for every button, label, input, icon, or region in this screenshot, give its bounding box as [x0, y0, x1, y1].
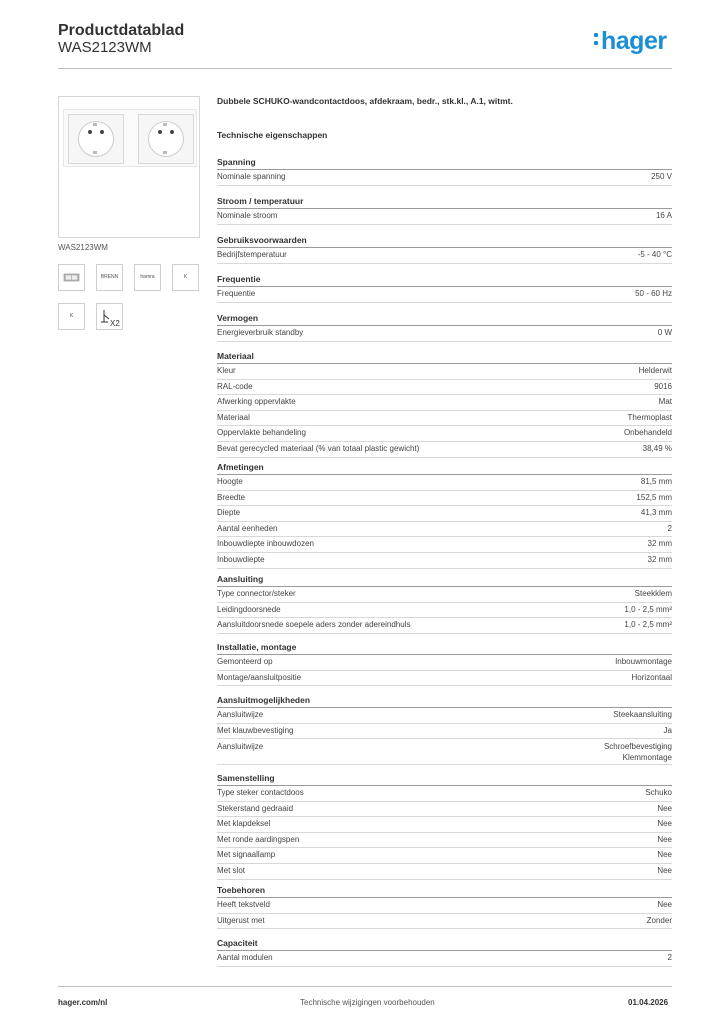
spec-value: Nee [657, 900, 672, 909]
spec-label: Frequentie [217, 289, 256, 298]
spec-label: Bevat gerecycled materiaal (% van totaal plastic gewicht) [217, 443, 420, 453]
spec-value-cell [651, 170, 672, 185]
spec-value-cell [658, 326, 672, 341]
spec-row [217, 522, 672, 538]
spec-row [217, 553, 672, 569]
spec-label: Type connector/steker [217, 589, 296, 598]
logo-dots-icon [594, 33, 599, 49]
image-caption: WAS2123WM [58, 243, 108, 252]
spec-value: 81,5 mm [640, 477, 672, 486]
spec-row [217, 802, 672, 818]
spec-section [217, 771, 672, 880]
spec-row [217, 475, 672, 491]
spec-value: 32 mm [647, 539, 672, 549]
spec-value: Inbouwmontage [615, 657, 672, 666]
spec-value: 1,0 - 2,5 mm² [624, 620, 672, 630]
spec-label: Breedte [217, 492, 246, 502]
spec-row [217, 951, 672, 967]
spec-row [217, 864, 672, 880]
spec-label: Met klauwbevestiging [217, 725, 294, 735]
spec-value: 9016 [654, 381, 672, 391]
spec-value-cell [613, 708, 672, 723]
section-title: Vermogen [217, 311, 672, 326]
spec-value: Nee [657, 819, 672, 829]
spec-row [217, 170, 672, 186]
spec-row [217, 898, 672, 914]
socket-left [68, 114, 124, 164]
spec-row [217, 326, 672, 342]
spec-value: Zonder [646, 915, 672, 925]
socket-frame [63, 109, 197, 167]
spec-value: 32 mm [647, 554, 672, 564]
spec-label: Leidingdoorsnede [217, 604, 281, 614]
spec-value-cell [668, 522, 672, 537]
page-title: Productdatablad [58, 22, 185, 39]
spec-label: Inbouwdiepte inbouwdozen [217, 539, 314, 549]
spec-value-cell [628, 411, 672, 426]
section-title: Afmetingen [217, 460, 672, 475]
spec-label: Hoogte [217, 477, 243, 486]
spec-label: Afwerking oppervlakte [217, 397, 296, 407]
spec-value: Horizontaal [631, 672, 672, 682]
spec-value-cell [647, 914, 672, 929]
section-title: Toebehoren [217, 883, 672, 898]
spec-row [217, 603, 672, 619]
spec-value: Thermoplast [627, 412, 672, 422]
spec-value: 0 W [657, 328, 672, 337]
footer-date: 01.04.2026 [628, 998, 669, 1007]
spec-value: 50 - 60 Hz [635, 289, 672, 298]
section-title: Spanning [217, 155, 672, 170]
footer-website-link[interactable]: hager.com/nl [58, 998, 108, 1007]
doc-icon-4: K [58, 303, 85, 330]
spec-row [217, 724, 672, 740]
spec-value-cell [624, 426, 672, 441]
spec-label: Aansluitwijze [217, 710, 264, 719]
spec-row [217, 537, 672, 553]
spec-row [217, 426, 672, 442]
spec-value: Ja [663, 725, 672, 735]
spec-row [217, 786, 672, 802]
spec-label: Gemonteerd op [217, 657, 273, 666]
spec-value: 38,49 % [642, 443, 672, 453]
spec-label: Type steker contactdoos [217, 788, 304, 797]
spec-row [217, 411, 672, 427]
spec-label: Nominale spanning [217, 172, 286, 181]
spec-label: RAL-code [217, 381, 253, 391]
spec-row [217, 287, 672, 303]
spec-row [217, 833, 672, 849]
spec-row [217, 708, 672, 724]
spec-value: 2 [667, 953, 672, 962]
spec-section [217, 640, 672, 686]
spec-value-cell [648, 537, 672, 552]
spec-label: Oppervlakte behandeling [217, 428, 306, 438]
spec-label: Nominale stroom [217, 211, 278, 220]
tree-x2-label: X2 [110, 319, 120, 328]
spec-value: Steekaansluiting [613, 710, 672, 719]
spec-value-cell [624, 618, 672, 633]
spec-label: Bedrijfstemperatuur [217, 250, 287, 259]
spec-label: Aansluitwijze [217, 742, 264, 752]
spec-value: Schuko [645, 788, 672, 797]
spec-value: 2 [667, 523, 672, 533]
section-title: Aansluiting [217, 572, 672, 587]
spec-row [217, 395, 672, 411]
spec-label: Aantal modulen [217, 953, 273, 962]
spec-section [217, 233, 672, 264]
doc-icon-1: BRENN [96, 264, 123, 291]
socket-right [138, 114, 194, 164]
spec-value-cell [657, 833, 672, 848]
section-title: Aansluitmogelijkheden [217, 693, 672, 708]
spec-value-cell [638, 248, 672, 263]
spec-row [217, 491, 672, 507]
section-title: Stroom / temperatuur [217, 194, 672, 209]
spec-value-cell [639, 364, 672, 379]
spec-value: 41,3 mm [640, 508, 672, 518]
spec-value: Nee [657, 834, 672, 844]
section-title: Gebruiksvoorwaarden [217, 233, 672, 248]
spec-value: 152,5 mm [636, 492, 672, 502]
spec-row [217, 248, 672, 264]
spec-row [217, 914, 672, 930]
spec-row [217, 618, 672, 634]
spec-value: Schroefbevestiging [603, 742, 672, 752]
spec-label: Heeft tekstveld [217, 900, 270, 909]
brand-logo[interactable] [594, 27, 667, 56]
doc-icon-3: K [172, 264, 199, 291]
section-title: Materiaal [217, 349, 672, 364]
spec-section [217, 572, 672, 634]
spec-value-cell [641, 475, 672, 490]
spec-section [217, 693, 672, 765]
spec-value-cell [604, 741, 672, 764]
tree-x2-icon [96, 303, 123, 330]
footer-disclaimer: Technische wijzigingen voorbehouden [300, 998, 435, 1007]
spec-value-cell [641, 506, 672, 521]
tech-heading: Technische eigenschappen [217, 130, 328, 140]
spec-label: Met klapdeksel [217, 819, 271, 829]
spec-section [217, 460, 672, 569]
spec-row [217, 739, 672, 765]
spec-value-cell [657, 802, 672, 817]
spec-label: Materiaal [217, 412, 250, 422]
footer-divider [58, 986, 672, 987]
spec-row [217, 380, 672, 396]
spec-section [217, 194, 672, 225]
header-divider [58, 68, 672, 69]
spec-row [217, 671, 672, 687]
spec-value: Steekklem [634, 589, 672, 598]
spec-row [217, 817, 672, 833]
spec-value-cell [643, 442, 672, 457]
spec-value-cell [657, 817, 672, 832]
spec-value-cell [635, 287, 672, 302]
spec-label: Uitgerust met [217, 915, 265, 925]
product-thumb-icon [58, 264, 85, 291]
section-title: Frequentie [217, 272, 672, 287]
spec-section [217, 311, 672, 342]
spec-value: -5 - 40 °C [637, 250, 672, 259]
spec-label: Diepte [217, 508, 241, 518]
product-description: Dubbele SCHUKO-wandcontactdoos, afdekraam, bedr., stk.kl., A.1, witmt. [217, 96, 513, 106]
product-image [58, 96, 200, 238]
spec-section [217, 883, 672, 929]
spec-row [217, 848, 672, 864]
spec-row [217, 506, 672, 522]
spec-value: 1,0 - 2,5 mm² [624, 604, 672, 614]
spec-row [217, 209, 672, 225]
spec-label: Montage/aansluitpositie [217, 672, 302, 682]
spec-value: 250 V [651, 172, 672, 181]
spec-value-cell [657, 864, 672, 879]
spec-value-cell [635, 587, 672, 602]
spec-section [217, 349, 672, 458]
spec-value-cell [656, 209, 672, 224]
spec-row [217, 442, 672, 458]
spec-value-secondary: Klemmontage [622, 753, 672, 763]
spec-label: Inbouwdiepte [217, 554, 265, 564]
spec-label: Stekerstand gedraaid [217, 803, 294, 813]
section-title: Installatie, montage [217, 640, 672, 655]
spec-value-cell [657, 898, 672, 913]
spec-label: Met ronde aardingspen [217, 834, 300, 844]
spec-value-cell [645, 786, 672, 801]
spec-value: Nee [657, 803, 672, 813]
spec-value-cell [654, 380, 672, 395]
section-title: Capaciteit [217, 936, 672, 951]
spec-section [217, 155, 672, 186]
spec-label: Met slot [217, 865, 246, 875]
spec-value: Nee [657, 850, 672, 860]
spec-value: Helderwit [638, 366, 672, 375]
spec-label: Met signaallamp [217, 850, 276, 860]
spec-value: Onbehandeld [623, 428, 672, 438]
spec-section [217, 936, 672, 967]
spec-value-cell [659, 395, 672, 410]
spec-label: Aansluitdoorsnede soepele aders zonder adereindhuls [217, 620, 411, 630]
spec-value: Nee [657, 865, 672, 875]
spec-value: Mat [658, 397, 672, 407]
spec-label: Aantal eenheden [217, 523, 278, 533]
spec-value-cell [668, 951, 672, 966]
doc-icon-2: hamra [134, 264, 161, 291]
spec-label: Kleur [217, 366, 236, 375]
spec-value-cell [648, 553, 672, 568]
spec-row [217, 587, 672, 603]
logo-text: hager [601, 27, 667, 55]
spec-value-cell [636, 491, 672, 506]
spec-row [217, 364, 672, 380]
spec-value-cell [657, 848, 672, 863]
product-code: WAS2123WM [58, 39, 152, 56]
spec-value-cell [632, 671, 672, 686]
spec-row [217, 655, 672, 671]
section-title: Samenstelling [217, 771, 672, 786]
spec-value: 16 A [655, 211, 672, 220]
spec-value-cell [664, 724, 672, 739]
spec-value-cell [624, 603, 672, 618]
spec-section [217, 272, 672, 303]
spec-value-cell [615, 655, 672, 670]
spec-label: Energieverbruik standby [217, 328, 304, 337]
